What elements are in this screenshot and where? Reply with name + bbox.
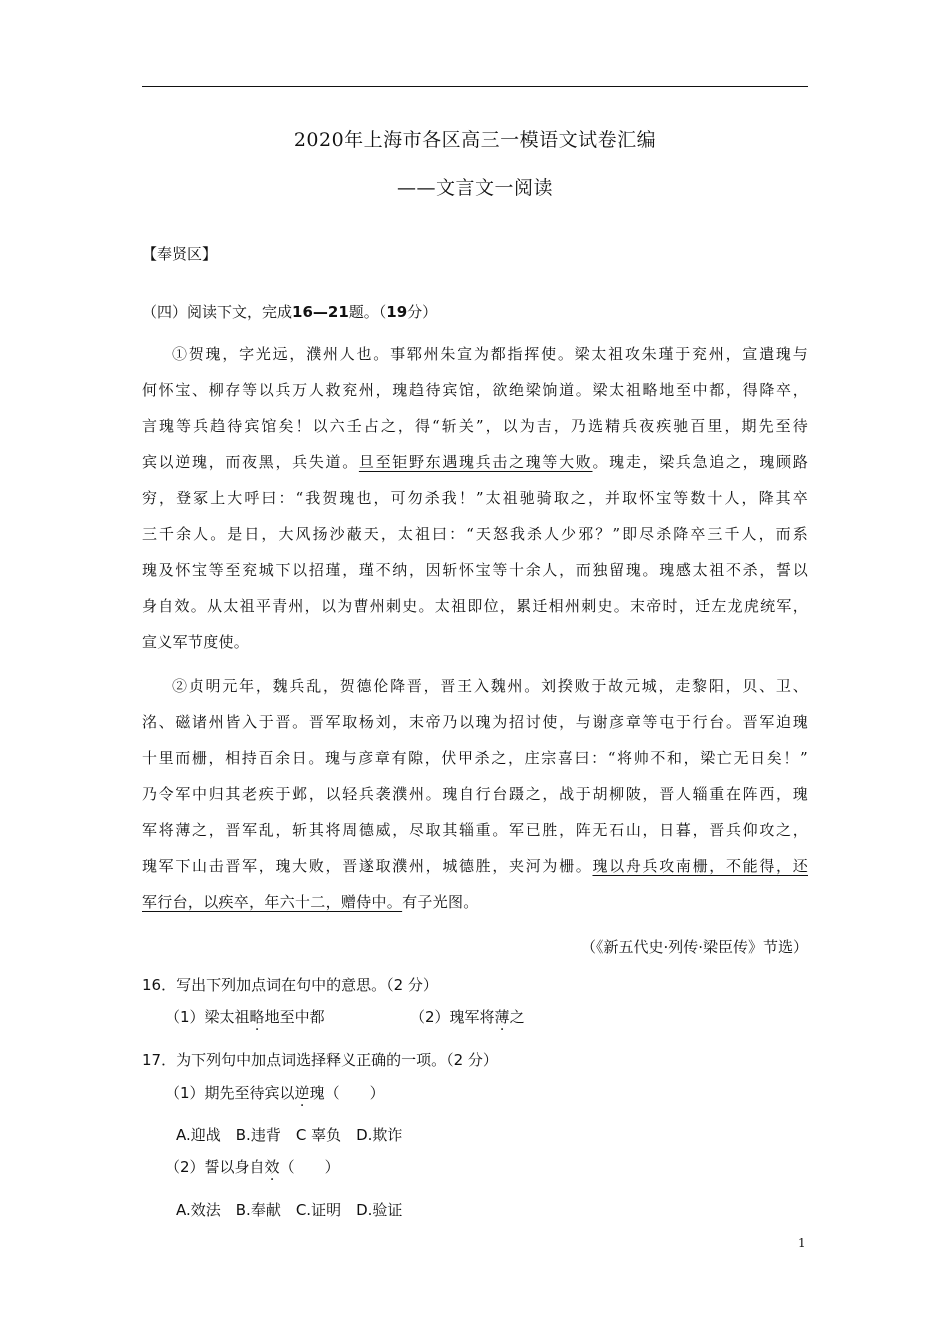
passage-line: 宣义军节度使。: [142, 633, 250, 651]
passage-paragraph-1: [142, 336, 808, 660]
passage-line: 洺、磁诸州皆入于晋。晋军取杨刘，末帝乃以瑰为招讨使，与谢彦章等屯于行台。晋军迫瑰: [142, 713, 808, 731]
passage-line: ②贞明元年，魏兵乱，贺德伦降晋，晋王入魏州。刘揆败于故元城，走黎阳，贝、卫、: [172, 677, 808, 695]
passage-line: 军行台，以疾卒，年六十二，赠侍中。有子光图。: [142, 893, 479, 911]
question-17-item-2: （2）誓以身自效（ ）: [165, 1158, 340, 1176]
question-16: 16．写出下列加点词在句中的意思。（2 分）: [142, 976, 438, 994]
passage-line: ①贺瑰，字光远，濮州人也。事郓州朱宣为都指挥使。梁太祖攻朱瑾于兖州，宣遣瑰与: [172, 345, 808, 363]
page-subtitle: ——文言文一阅读: [396, 177, 553, 199]
header-rule: [142, 86, 808, 87]
passage-line: 乃令军中归其老疾于邺，以轻兵袭濮州。瑰自行台蹑之，战于胡柳陂，晋人辎重在阵西，瑰: [142, 785, 808, 803]
dotted-word: 略: [249, 1008, 265, 1026]
passage-line: 三千余人。是日，大风扬沙蔽天，太祖曰：“天怒我杀人少邪？”即尽杀降卒三千人，而系: [142, 525, 808, 543]
passage-line: 瑰军下山击晋军，瑰大败，晋遂取濮州，城德胜，夹河为栅。瑰以舟兵攻南栅，不能得，还: [142, 857, 808, 875]
dotted-word: 薄: [494, 1008, 510, 1026]
underlined-sentence: 军行台，以疾卒，年六十二，赠侍中。: [142, 893, 403, 911]
passage-source: （《新五代史·列传·梁臣传》节选）: [580, 938, 808, 956]
question-17: 17．为下列句中加点词选择释义正确的一项。（2 分）: [142, 1051, 498, 1069]
passage-line: 宾以逆瑰，而夜黑，兵失道。旦至钜野东遇瑰兵击之瑰等大败。瑰走，梁兵急追之，瑰顾路: [142, 453, 809, 471]
region-label: 【奉贤区】: [142, 245, 218, 263]
page-title: 2020年上海市各区高三一模语文试卷汇编: [293, 129, 657, 151]
passage-line: 言瑰等兵趋待宾馆矣！以六壬占之，得“斩关”，以为吉，乃选精兵夜疾驰百里，期先至待: [142, 417, 808, 435]
passage-line: 十里而栅，相持百余日。瑰与彦章有隙，伏甲杀之，庄宗喜曰：“将帅不和，梁亡无日矣！”: [142, 749, 808, 767]
page-number: 1: [798, 1236, 806, 1250]
question-16-item-2: （2）瑰军将薄之: [410, 1008, 525, 1026]
question-16-item-1: （1）梁太祖略地至中都: [165, 1008, 325, 1026]
passage-line: 身自效。从太祖平青州，以为曹州刺史。太祖即位，累迁相州刺史。末帝时，迁左龙虎统军，: [142, 597, 808, 615]
passage-paragraph-2: [142, 668, 808, 920]
question-17-item-1: （1）期先至待宾以逆瑰（ ）: [165, 1084, 385, 1102]
question-17-item-1-options: A.迎战 B.违背 C 辜负 D.欺诈: [176, 1126, 403, 1144]
underlined-sentence: 旦至钜野东遇瑰兵击之瑰等大败: [358, 453, 593, 471]
passage-line: 何怀宝、柳存等以兵万人救兖州，瑰趋待宾馆，欲绝梁饷道。梁太祖略地至中都，得降卒，: [142, 381, 808, 399]
underlined-sentence: 瑰以舟兵攻南栅，不能得，还: [592, 857, 808, 875]
passage-line: 军将薄之，晋军乱，斩其将周德威，尽取其辎重。军已胜，阵无石山，日暮，晋兵仰攻之，: [142, 821, 808, 839]
dotted-word: 逆: [294, 1084, 310, 1102]
section-instruction: （四）阅读下文，完成16—21题。（19分）: [142, 303, 438, 321]
passage-line: 瑰及怀宝等至兖城下以招瑾，瑾不纳，因斩怀宝等十余人，而独留瑰。瑰感太祖不杀，誓以: [142, 561, 808, 579]
question-17-item-2-options: A.效法 B.奉献 C.证明 D.验证: [176, 1201, 403, 1219]
passage-line: 穷，登冢上大呼曰：“我贺瑰也，可勿杀我！”太祖驰骑取之，并取怀宝等数十人，降其卒: [142, 489, 808, 507]
dotted-word: 效: [264, 1158, 280, 1176]
